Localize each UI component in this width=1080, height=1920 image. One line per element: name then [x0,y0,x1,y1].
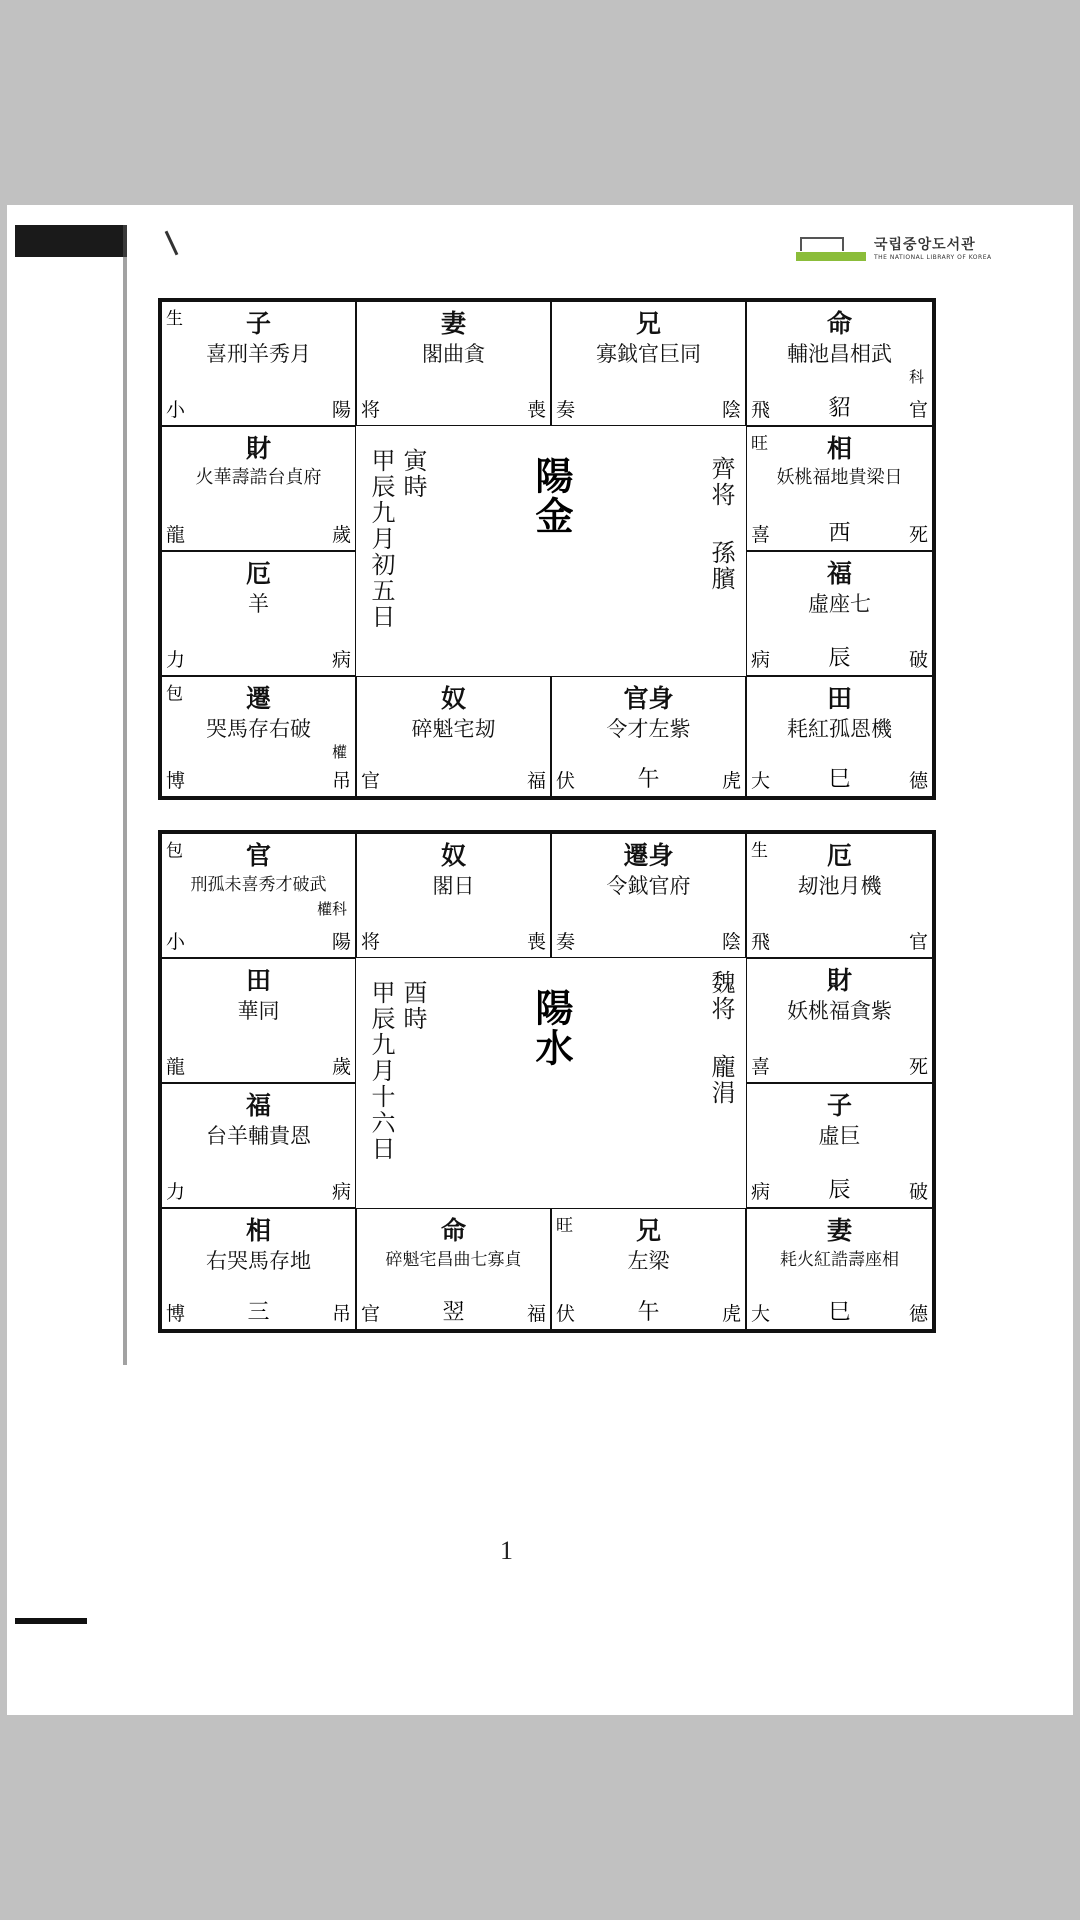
cell-mark: 歲 [331,1056,351,1078]
chart-center [356,958,746,1208]
cell-mark: 龍 [166,524,186,546]
palace-cell [161,426,356,551]
cell-mark: 博 [166,770,186,792]
star-list: 閣日 [432,874,475,898]
palace-name: 子 [245,309,271,338]
cell-mark: 病 [751,649,771,671]
cell-mark: 虎 [721,770,741,792]
cell-mark: 巳 [828,767,851,792]
scan-binding-shadow [123,225,127,1365]
palace-name: 相 [245,1216,271,1245]
cell-mark: 福 [526,1303,546,1325]
cell-mark: 巳 [828,1300,851,1325]
star-list: 妖桃福貪紫 [787,999,892,1023]
star-list: 令才左紫 [606,717,691,741]
star-list: 左梁 [627,1249,670,1273]
palace-name: 官身 [623,684,674,713]
star-list: 羊 [248,592,269,616]
palace-cell [161,301,356,426]
cell-mark: 吊 [331,1303,351,1325]
cell-mark: 生 [166,309,183,329]
birth-date: 甲辰九月十六日 [367,980,395,1162]
palace-cell [161,1083,356,1208]
library-name-ko: 국립중앙도서관 [874,237,976,253]
cell-mark: 小 [166,399,186,421]
palace-name: 福 [245,1091,271,1120]
cell-mark: 大 [751,1303,771,1325]
palace-cell [746,833,933,958]
cell-mark: 飛 [751,931,771,953]
palace-cell [551,301,746,426]
palace-cell [161,676,356,797]
star-list: 令鉞官府 [606,874,691,898]
star-list: 刼池月機 [797,874,882,898]
cell-mark: 将 [361,399,381,421]
cell-mark: 破 [908,649,928,671]
star-list: 華同 [237,999,280,1023]
birth-hour: 酉時 [399,980,427,1032]
cell-mark: 病 [751,1181,771,1203]
star-list: 刑孤未喜秀才破武 [190,875,327,895]
library-name-en: THE NATIONAL LIBRARY OF KOREA [874,254,992,261]
chart-center [356,426,746,676]
cell-mark: 破 [908,1181,928,1203]
palace-name: 財 [826,966,852,995]
star-list: 火華壽誥台貞府 [195,467,322,488]
cell-mark: 權科 [316,900,347,918]
cell-mark: 力 [166,649,186,671]
palace-cell [356,833,551,958]
scan-edge-bottom [15,1618,87,1624]
cell-mark: 歲 [331,524,351,546]
cell-mark: 福 [526,770,546,792]
cell-mark: 喜 [751,1056,771,1078]
cell-mark: 喪 [526,399,546,421]
cell-mark: 喜 [751,524,771,546]
palace-cell [356,1208,551,1330]
cell-mark: 小 [166,931,186,953]
cell-mark: 官 [361,1303,381,1325]
star-list: 閣曲貪 [422,342,485,366]
cell-mark: 将 [361,931,381,953]
page-number: 1 [500,1536,513,1565]
palace-name: 遷身 [623,841,674,870]
cell-mark: 旺 [751,434,768,454]
star-list: 耗火紅誥壽座相 [780,1250,899,1270]
star-list: 耗紅孤恩機 [787,717,892,741]
cell-mark: 陰 [721,931,741,953]
cell-mark: 權 [331,743,347,761]
star-list: 右哭馬存地 [206,1249,311,1273]
cell-mark: 吊 [331,770,351,792]
palace-cell [746,958,933,1083]
cell-mark: 大 [751,770,771,792]
element-title: 陽金 [529,456,574,536]
cell-mark: 官 [361,770,381,792]
palace-cell [161,551,356,676]
cell-mark: 病 [331,649,351,671]
library-logo [796,234,992,261]
palace-name: 田 [826,684,852,713]
palace-cell [746,676,933,797]
cell-mark: 奏 [556,931,576,953]
palace-name: 子 [826,1091,852,1120]
cell-mark: 伏 [556,770,576,792]
cell-mark: 包 [166,684,183,704]
palace-name: 奴 [440,841,466,870]
star-list: 寡鉞官巨同 [596,342,701,366]
palace-cell [551,833,746,958]
cell-mark: 德 [908,1303,928,1325]
star-list: 碎魁宅刼 [411,717,496,741]
cell-mark: 辰 [828,646,851,671]
star-list: 台羊輔貴恩 [206,1124,311,1148]
palace-cell [356,676,551,797]
palace-cell [746,551,933,676]
palace-name: 相 [826,434,852,463]
cell-mark: 午 [637,767,660,792]
cell-mark: 喪 [526,931,546,953]
star-list: 虛座七 [808,592,871,616]
palace-cell [161,958,356,1083]
birth-date: 甲辰九月初五日 [367,448,395,630]
cell-mark: 陰 [721,399,741,421]
palace-name: 兄 [635,1216,661,1245]
palace-cell [746,301,933,426]
cell-mark: 旺 [556,1216,573,1236]
palace-cell [551,1208,746,1330]
star-list: 妖桃福地貴梁日 [776,467,903,488]
star-list: 輔池昌相武 [787,342,892,366]
person-name: 龐涓 [707,1054,735,1106]
palace-name: 妻 [826,1216,852,1245]
cell-mark: 病 [331,1181,351,1203]
cell-mark: 飛 [751,399,771,421]
cell-mark: 虎 [721,1303,741,1325]
cell-mark: 陽 [331,399,351,421]
palace-name: 官 [245,841,271,870]
palace-cell [746,1083,933,1208]
cell-mark: 辰 [828,1178,851,1203]
star-list: 碎魁宅昌曲七寡貞 [385,1250,522,1270]
cell-mark: 陽 [331,931,351,953]
cell-mark: 龍 [166,1056,186,1078]
palace-name: 田 [245,966,271,995]
cell-mark: 官 [908,399,928,421]
palace-name: 妻 [440,309,466,338]
cell-mark: 德 [908,770,928,792]
palace-cell [161,1208,356,1330]
cell-mark: 生 [751,841,768,861]
library-logo-icon [796,235,866,261]
element-title: 陽水 [529,988,574,1068]
person-name: 孫臏 [707,540,735,592]
cell-mark: 力 [166,1181,186,1203]
palace-name: 福 [826,559,852,588]
palace-name: 厄 [826,841,852,870]
cell-mark: 官 [908,931,928,953]
palace-name: 命 [440,1216,466,1245]
person-title: 齊将 [707,456,735,508]
cell-mark: 死 [908,524,928,546]
cell-mark: 奏 [556,399,576,421]
person-title: 魏将 [707,970,735,1022]
palace-name: 財 [245,434,271,463]
cell-mark: 午 [637,1300,660,1325]
horoscope-chart-top [158,298,936,800]
birth-hour: 寅時 [399,448,427,500]
cell-mark: 包 [166,841,183,861]
palace-cell [356,301,551,426]
star-list: 喜刑羊秀月 [206,342,311,366]
cell-mark: 貂 [828,396,851,421]
cell-mark: 博 [166,1303,186,1325]
palace-cell [161,833,356,958]
palace-name: 奴 [440,684,466,713]
palace-name: 遷 [245,684,271,713]
palace-cell [746,1208,933,1330]
cell-mark: 翌 [442,1300,465,1325]
scan-edge [15,225,127,257]
cell-mark: 三 [247,1300,270,1325]
palace-cell [746,426,933,551]
cell-mark: 科 [908,368,924,386]
star-list: 哭馬存右破 [206,717,311,741]
palace-cell [551,676,746,797]
cell-mark: 西 [828,521,851,546]
horoscope-chart-bottom [158,830,936,1333]
cell-mark: 死 [908,1056,928,1078]
star-list: 虛巨 [818,1124,861,1148]
palace-name: 厄 [245,559,271,588]
palace-name: 兄 [635,309,661,338]
cell-mark: 伏 [556,1303,576,1325]
palace-name: 命 [826,309,852,338]
